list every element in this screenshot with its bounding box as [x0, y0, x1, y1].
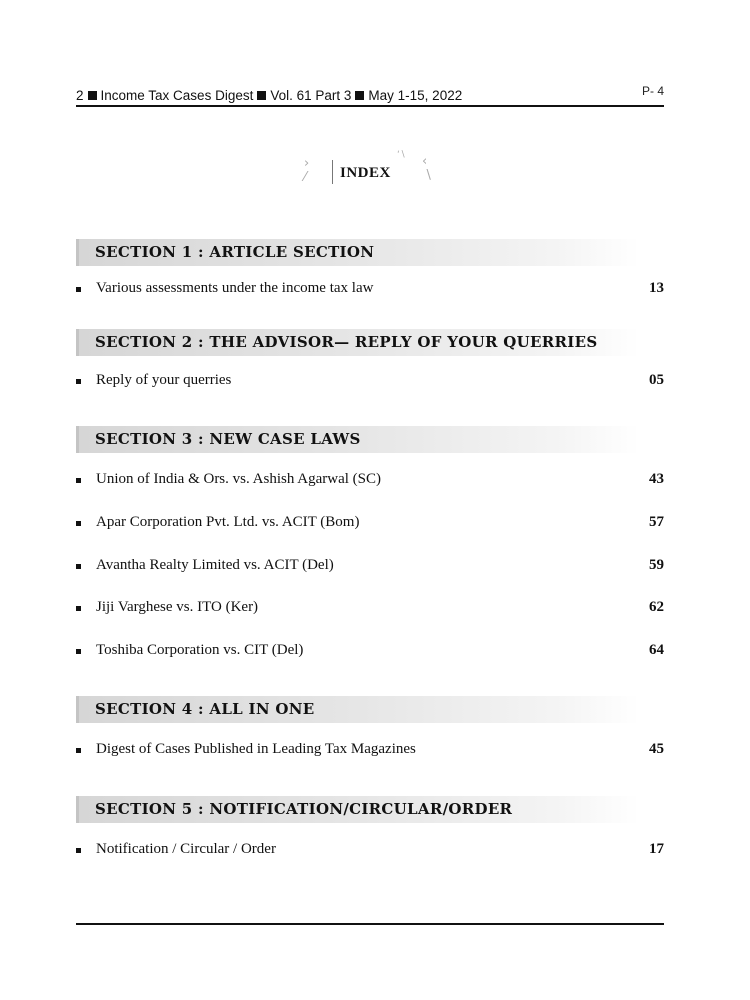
decorative-slash-icon: ⁄: [304, 170, 307, 185]
section-title: SECTION 1 : ARTICLE SECTION: [95, 243, 375, 261]
header-page-number: 2: [76, 88, 84, 103]
bullet-icon: [76, 748, 81, 753]
bullet-icon: [76, 478, 81, 483]
section-header: [76, 696, 639, 723]
bullet-icon: [76, 649, 81, 654]
bullet-icon: [76, 848, 81, 853]
decorative-bar: [332, 160, 333, 184]
bullet-icon: [76, 379, 81, 384]
section-header: [76, 796, 639, 823]
bullet-icon: [76, 606, 81, 611]
header-volume: Vol. 61 Part 3: [270, 88, 352, 103]
entry-page-number: 45: [649, 741, 664, 757]
entry-title: Notification / Circular / Order: [96, 841, 276, 857]
entry-title: Toshiba Corporation vs. CIT (Del): [96, 642, 304, 658]
index-entry: [76, 642, 664, 662]
index-entry: [76, 471, 664, 491]
decorative-mark-icon: ‘∖: [397, 150, 406, 160]
entry-title: Digest of Cases Published in Leading Tax Magazines: [96, 741, 416, 757]
entry-title: Jiji Varghese vs. ITO (Ker): [96, 599, 259, 615]
index-entry: [76, 599, 664, 619]
section-title: SECTION 3 : NEW CASE LAWS: [95, 430, 361, 448]
footer-rule: [76, 923, 664, 925]
square-separator-icon: [257, 91, 266, 100]
bullet-icon: [76, 287, 81, 292]
entry-page-number: 64: [649, 642, 664, 658]
index-entry: [76, 741, 664, 761]
decorative-slash-icon: ∖: [424, 168, 433, 183]
entry-page-number: 13: [649, 280, 664, 296]
section-header: [76, 239, 639, 266]
index-title: INDEX: [340, 165, 391, 181]
entry-title: Union of India & Ors. vs. Ashish Agarwal (SC): [96, 471, 381, 487]
entry-page-number: 17: [649, 841, 664, 857]
entry-title: Various assessments under the income tax law: [96, 280, 374, 296]
entry-page-number: 59: [649, 557, 664, 573]
section-header: [76, 426, 639, 453]
entry-title: Avantha Realty Limited vs. ACIT (Del): [96, 557, 334, 573]
section-title: SECTION 2 : THE ADVISOR— REPLY OF YOUR QUERRIES: [95, 333, 598, 351]
entry-page-number: 43: [649, 471, 664, 487]
page-label: P- 4: [642, 84, 665, 98]
section-title: SECTION 5 : NOTIFICATION/CIRCULAR/ORDER: [95, 800, 513, 818]
index-entry: [76, 557, 664, 577]
square-separator-icon: [88, 91, 97, 100]
entry-page-number: 62: [649, 599, 664, 615]
bullet-icon: [76, 564, 81, 569]
decorative-chevron-icon: ›: [304, 156, 310, 171]
section-header: [76, 329, 639, 356]
decorative-chevron-icon: ‹: [422, 154, 428, 169]
entry-page-number: 05: [649, 372, 664, 388]
index-entry: [76, 280, 664, 300]
entry-page-number: 57: [649, 514, 664, 530]
header-date: May 1-15, 2022: [368, 88, 463, 103]
square-separator-icon: [355, 91, 364, 100]
header-journal-title: Income Tax Cases Digest: [100, 88, 254, 103]
entry-title: Reply of your querries: [96, 372, 232, 388]
running-header: [76, 88, 664, 107]
index-entry: [76, 372, 664, 392]
bullet-icon: [76, 521, 81, 526]
index-heading: [300, 150, 440, 190]
entry-title: Apar Corporation Pvt. Ltd. vs. ACIT (Bom): [96, 514, 360, 530]
section-title: SECTION 4 : ALL IN ONE: [95, 700, 315, 718]
index-entry: [76, 841, 664, 861]
index-entry: [76, 514, 664, 534]
